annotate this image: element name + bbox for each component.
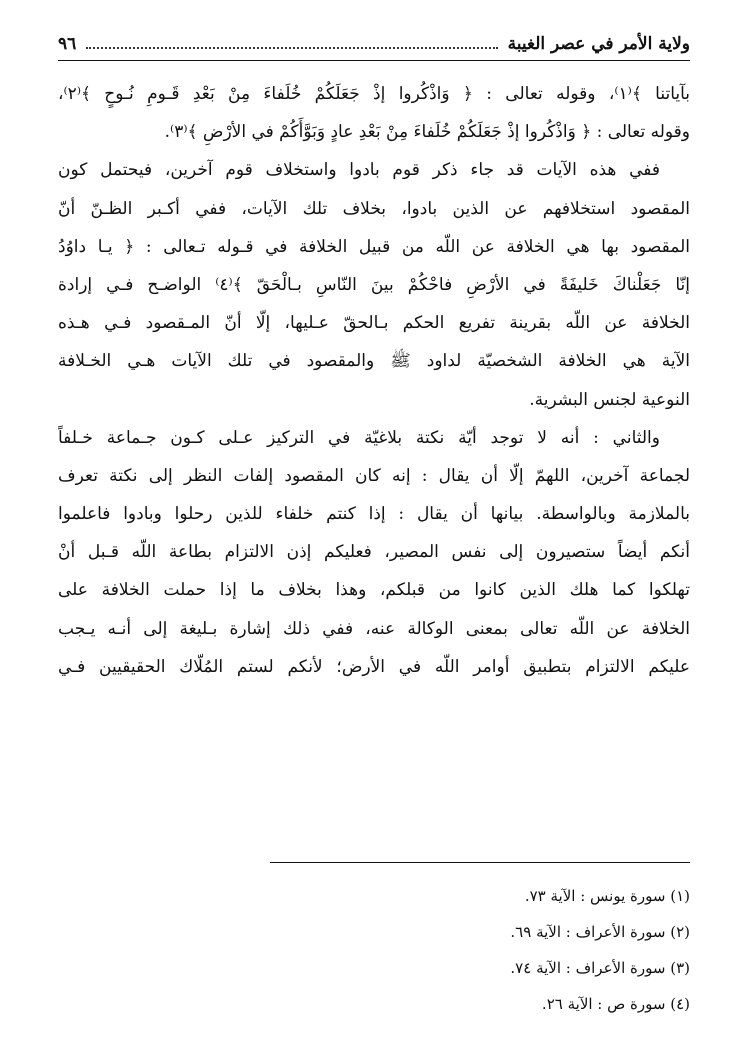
header-dot-leader [86, 47, 497, 49]
body-text [58, 75, 690, 686]
footnote: (٢) سورة الأعراف : الآية ٦٩. [510, 923, 690, 941]
text-line: النوعية لجنس البشرية. [529, 389, 690, 410]
footnote: (٣) سورة الأعراف : الآية ٧٤. [510, 959, 690, 977]
text-line: أنكم أيضاً ستصيرون إلى نفس المصير، فعليكم إذن الالتزام بطاعة اللّه قـبل أنْ [58, 542, 690, 563]
footnotes [58, 878, 690, 1022]
footnote-separator [270, 862, 690, 863]
text-line: الآية هي الخلافة الشخصيّة لداود ﷺ والمقصود في تلك الآيات هـي الخـلافة [58, 351, 690, 372]
text-line: وقوله تعالى : ﴿ وَاذْكُروا إذْ جَعَلَكُمْ خُلَفاءَ مِنْ بَعْدِ عادٍ وَبَوَّأَكُمْ في الأرْضِ ﴾⁽٣⁾. [164, 122, 690, 143]
chapter-title: ولاية الأمر في عصر الغيبة [507, 34, 690, 54]
footnote: (١) سورة يونس : الآية ٧٣. [524, 887, 690, 905]
text-line: لجماعة آخرين، اللهمّ إلّا أن يقال : إنه كان المقصود إلفات النظر إلى نكتة تعرف [58, 465, 690, 486]
text-line: الخلافة عن اللّه بقرينة تفريع الحكم بـالحقّ عـليها، إلّا أنّ المـقصود فـي هـذه [58, 313, 690, 334]
text-line: عليكم الالتزام بتطبيق أوامر اللّه في الأرض؛ لأنكم لستم المُلّاك الحقيقيين فـي [58, 656, 690, 677]
text-line: الخلافة عن اللّه تعالى بمعنى الوكالة عنه، ففي ذلك إشارة بـليغة إلى أنـه يـجب [58, 618, 690, 639]
text-line: المقصود استخلافهم عن الذين بادوا، بخلاف تلك الآيات، ففي أكـبر الظـنّ أنّ [58, 198, 690, 219]
text-line: ففي هذه الآيات قد جاء ذكر قوم بادوا واستخلاف قوم آخرين، فيحتمل كون [58, 160, 660, 181]
text-line: بالملازمة وبالواسطة. بيانها أن يقال : إذا كنتم خلفاء للذين رحلوا وبادوا فاعلموا [58, 504, 690, 525]
text-line: والثاني : أنه لا توجد أيّة نكتة بلاغيّة في التركيز عـلى كـون جـماعة خـلفاً [58, 427, 660, 448]
text-line: بآياتنا ﴾⁽١⁾، وقوله تعالى : ﴿ وَاذْكُروا إذْ جَعَلَكُمْ خُلَفاءَ مِنْ بَعْدِ قَـومِ نُـوحٍ ﴾⁽٢⁾، [58, 84, 690, 104]
page-number: ٩٦ [58, 34, 77, 54]
book-page [58, 28, 690, 1028]
text-line: تهلكوا كما هلك الذين كانوا من قبلكم، وهذا بخلاف ما إذا حملت الخلافة على [58, 580, 690, 601]
footnote: (٤) سورة ص : الآية ٢٦. [541, 995, 690, 1013]
running-header [58, 28, 690, 61]
text-line: إنّا جَعَلْناكَ خَليفَةً في الأرْضِ فاحْكُمْ بينَ النّاسِ بـالْحَقّ ﴾⁽٤⁾ الواضـح فـي إرادة [58, 274, 690, 295]
text-line: المقصود بها هي الخلافة عن اللّه من قبيل الخلافة في قـوله تـعالى : ﴿ يـا داوُدُ [58, 236, 690, 257]
